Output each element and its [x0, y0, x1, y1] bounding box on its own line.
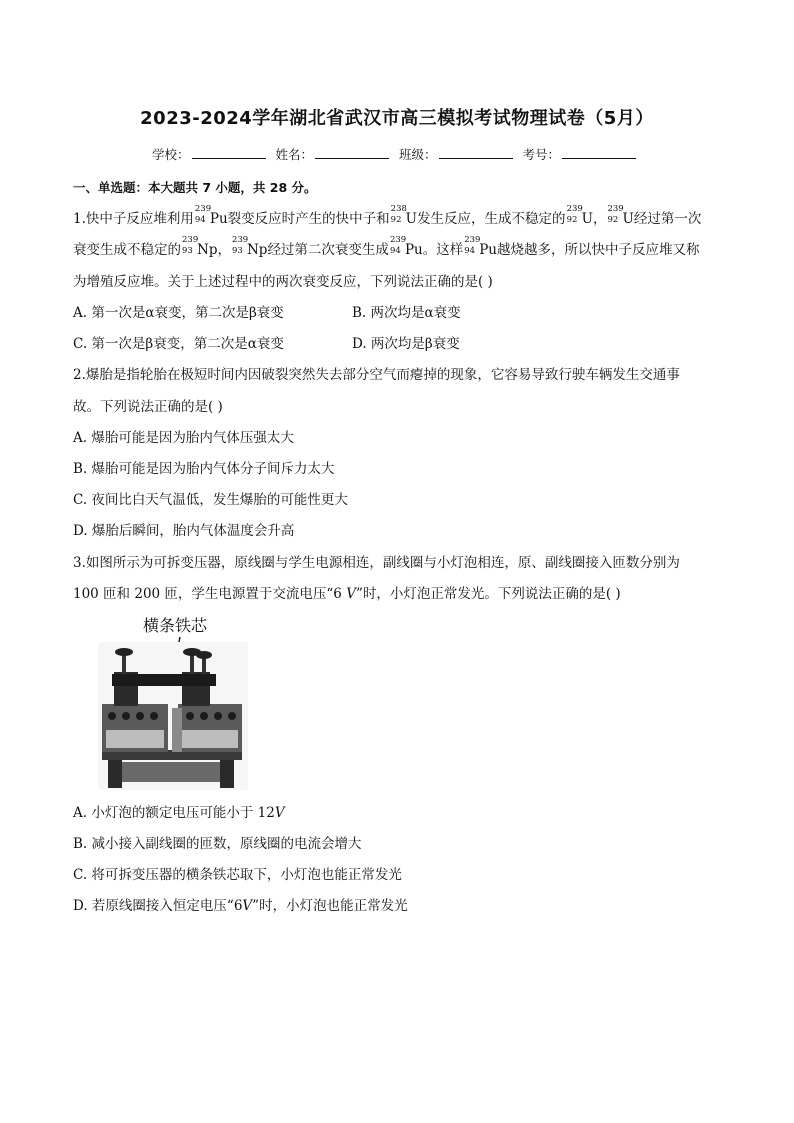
school-blank[interactable] [192, 146, 266, 159]
nuclide-symbol: Pu [479, 242, 497, 258]
q3-option-text: D. 若原线圈接入恒定电压“6 [73, 898, 243, 914]
base-front [122, 762, 220, 782]
class-label: 班级： [398, 147, 437, 162]
nuclide-np: 239 93 [182, 235, 199, 256]
q2-option-c[interactable]: C. 夜间比白天气温低，发生爆胎的可能性更大 [73, 492, 348, 508]
transformer-photo [98, 612, 248, 790]
q3-text: ”时，小灯泡正常发光。下列说法正确的是( ) [355, 586, 621, 602]
q3-line-1: 3.如图所示为可拆变压器，原线圈与学生电源相连，副线圈与小灯泡相连，原、副线圈接入匝数分别为 [73, 555, 680, 571]
q2-option-b[interactable]: B. 爆胎可能是因为胎内气体分子间斥力太大 [73, 461, 335, 477]
section-heading: 一、单选题：本大题共 7 小题，共 28 分。 [73, 180, 317, 195]
exam-title: 2023-2024学年湖北省武汉市高三模拟考试物理试卷（5月） [140, 108, 654, 129]
knob-icon [115, 648, 133, 656]
q1-text: 1.快中子反应堆利用 [73, 211, 194, 227]
base-leg [220, 760, 234, 788]
unit-volt: V [346, 586, 356, 602]
nuclide-u239: 239 92 [566, 204, 583, 225]
q3-line-2 [73, 582, 621, 602]
q1-option-c[interactable]: C. 第一次是β衰变，第二次是α衰变 [73, 336, 284, 352]
q1-text: 经过第二次衰变生成 [267, 242, 389, 258]
q3-text: 100 匝和 200 匝，学生电源置于交流电压“6 [73, 586, 347, 602]
q1-line-3: 为增殖反应堆。关于上述过程中的两次衰变反应，下列说法正确的是( ) [73, 274, 493, 290]
nuclide-u239: 239 92 [607, 204, 624, 225]
nuclide-symbol: Pu [404, 242, 423, 258]
knob-icon [196, 651, 212, 659]
name-label: 姓名： [275, 147, 313, 162]
q2-option-a[interactable]: A. 爆胎可能是因为胎内气体压强太大 [73, 430, 294, 446]
class-blank[interactable] [439, 146, 513, 159]
q1-text: 越烧越多，所以快中子反应堆又称 [497, 242, 700, 258]
transverse-core-bar [112, 674, 216, 686]
nuclide-u238: 238 92 [390, 204, 407, 225]
student-info-line [0, 145, 794, 163]
transformer-figure [98, 612, 248, 790]
nuclide-np: 239 93 [231, 235, 249, 256]
q1-line-2 [73, 235, 700, 258]
q3-option-text: ”时，小灯泡也能正常发光 [252, 898, 408, 914]
unit-volt: V [242, 898, 253, 914]
nuclide-pu: 239 94 [464, 235, 481, 256]
figure-label: 横条铁芯 [143, 616, 208, 635]
q2-option-d[interactable]: D. 爆胎后瞬间，胎内气体温度会升高 [73, 523, 295, 539]
q1-text: 裂变反应时产生的快中子和 [227, 211, 390, 227]
nuclide-pu: 239 94 [389, 235, 407, 256]
unit-volt: V [274, 805, 285, 821]
q3-option-text: A. 小灯泡的额定电压可能小于 12 [73, 805, 275, 821]
coil-window [182, 730, 238, 748]
q1-line-1 [73, 204, 702, 227]
nuclide-symbol: U [405, 211, 418, 227]
q3-option-b[interactable]: B. 减小接入副线圈的匝数，原线圈的电流会增大 [73, 836, 362, 852]
q1-option-d[interactable]: D. 两次均是β衰变 [352, 336, 460, 352]
q3-option-c[interactable]: C. 将可拆变压器的横条铁芯取下，小灯泡也能正常发光 [73, 867, 402, 883]
q2-line-1: 2.爆胎是指轮胎在极短时间内因破裂突然失去部分空气而瘪掉的现象，它容易导致行驶车辆发生交通事 [73, 367, 680, 383]
q1-option-a[interactable]: A. 第一次是α衰变，第二次是β衰变 [73, 305, 284, 321]
number-blank[interactable] [562, 146, 636, 159]
q1-text: 经过第一次 [633, 211, 702, 227]
coil-gap [172, 708, 182, 752]
q1-text: 衰变生成不稳定的 [73, 242, 181, 258]
nuclide-symbol: U， [581, 211, 607, 227]
q2-line-2: 故。下列说法正确的是( ) [73, 399, 223, 415]
nuclide-symbol: Pu [209, 211, 228, 227]
q1-text: 发生反应，生成不稳定的 [417, 211, 566, 227]
number-label: 考号： [522, 147, 560, 162]
base-leg [108, 760, 122, 788]
q1-text: 。这样 [422, 242, 464, 258]
coil-window [106, 730, 164, 748]
nuclide-pu: 239 94 [194, 204, 212, 225]
nuclide-symbol: U [622, 211, 634, 227]
q1-option-b[interactable]: B. 两次均是α衰变 [352, 305, 461, 321]
q3-option-a[interactable] [73, 801, 285, 821]
school-label: 学校： [151, 147, 190, 162]
nuclide-symbol: Np， [197, 242, 231, 258]
name-blank[interactable] [315, 146, 389, 159]
q3-option-d[interactable] [73, 894, 408, 914]
nuclide-symbol: Np [246, 242, 268, 258]
